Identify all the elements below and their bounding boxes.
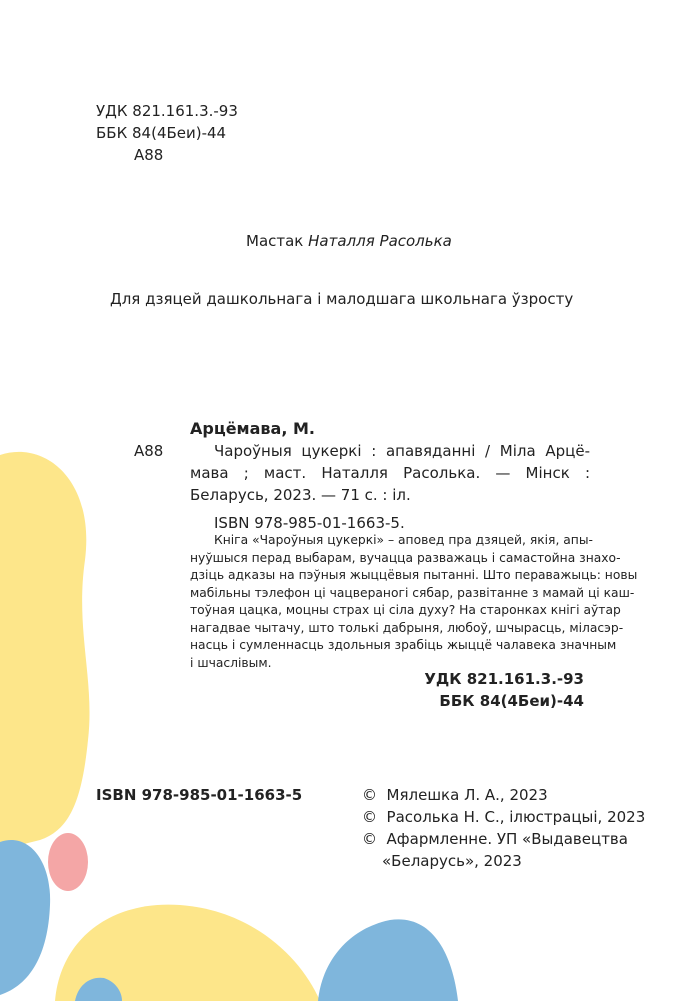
copyright-continuation: «Беларусь», 2023 xyxy=(382,852,522,870)
copyright-line xyxy=(362,828,628,850)
top-author-mark: А88 xyxy=(134,146,164,164)
copyright-text: Мялешка Л. А., 2023 xyxy=(386,786,548,804)
copyright-text: Афармленне. УП «Выдавецтва xyxy=(386,830,628,848)
audience-note: Для дзяцей дашкольнага і малодшага школьнага ўзросту xyxy=(110,290,574,308)
copyright-line xyxy=(362,806,645,828)
illustrator-credit xyxy=(246,230,452,252)
catalog-isbn: ISBN 978-985-01-1663-5. xyxy=(214,514,405,532)
annotation-line: тоўная цацка, моцны страх ці сіла духу? На старонках кнігі аўтар xyxy=(190,603,621,617)
pink-blob xyxy=(48,833,88,891)
yellow-blob xyxy=(0,452,90,850)
catalog-bbk: ББК 84(4Беи)-44 xyxy=(439,692,584,710)
catalog-udk: УДК 821.161.3.-93 xyxy=(424,670,584,688)
catalog-entry-line: Беларусь, 2023. — 71 с. : іл. xyxy=(190,486,411,504)
copyright-symbol: © xyxy=(362,808,377,826)
annotation-line: мабільны тэлефон ці чацвераногі сябар, развітанне з мамай ці каш- xyxy=(190,585,635,600)
illustrator-label: Мастак xyxy=(246,232,304,250)
catalog-author: Арцёмава, М. xyxy=(190,419,315,438)
blue-blob-bottom-right xyxy=(318,919,458,1001)
illustrator-name: Наталля Расолька xyxy=(308,232,452,250)
annotation-line: Кніга «Чароўныя цукеркі» – аповед пра дзяцей, якія, апы- xyxy=(214,533,593,547)
copyright-text: Расолька Н. С., ілюстрацыі, 2023 xyxy=(386,808,646,826)
copyright-line xyxy=(362,784,548,806)
catalog-entry-line: мава ; маст. Наталля Расолька. — Мінск : xyxy=(190,464,590,482)
annotation-line: нагадвае чытачу, што толькі дабрыня, любоў, шчырасць, міласэр- xyxy=(190,620,624,635)
blue-blob-left xyxy=(0,840,50,995)
catalog-entry-line: Чароўныя цукеркі : апавяданні / Міла Арцё- xyxy=(214,442,590,460)
top-udk: УДК 821.161.3.-93 xyxy=(96,102,238,120)
catalog-mark: А88 xyxy=(134,442,164,460)
annotation-line: дзіць адказы на пэўныя жыццёвыя пытанні. Што пераважыць: новы xyxy=(190,568,638,582)
top-bbk: ББК 84(4Беи)-44 xyxy=(96,124,227,142)
annotation-line: насць і сумленнасць здольныя зрабіць жыццё чалавека значным xyxy=(190,638,617,652)
bottom-isbn: ISBN 978-985-01-1663-5 xyxy=(96,786,303,804)
annotation-line: і шчаслівым. xyxy=(190,655,272,670)
copyright-symbol: © xyxy=(362,786,377,804)
copyright-symbol: © xyxy=(362,830,377,848)
annotation-line: нуўшыся перад выбарам, вучацца разважаць і самастойна знахо- xyxy=(190,550,621,565)
